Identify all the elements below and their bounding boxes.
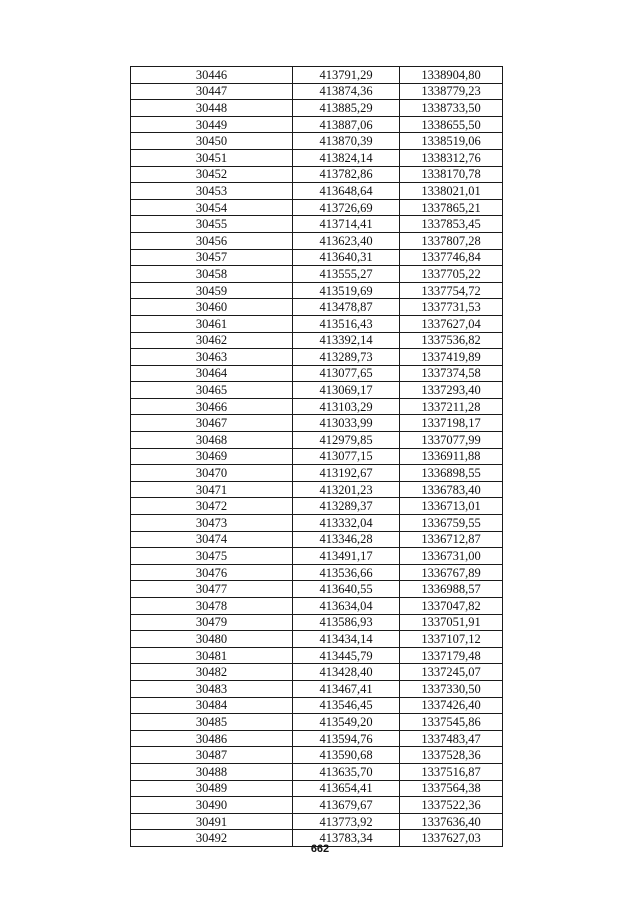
y-coordinate-cell: 1337047,82 — [400, 598, 503, 615]
table-row — [131, 149, 503, 166]
point-number-cell: 30488 — [131, 763, 293, 780]
table-row — [131, 100, 503, 117]
point-number-cell: 30447 — [131, 83, 293, 100]
table-row — [131, 614, 503, 631]
y-coordinate-cell: 1338312,76 — [400, 149, 503, 166]
table-row — [131, 83, 503, 100]
y-coordinate-cell: 1337731,53 — [400, 299, 503, 316]
point-number-cell: 30462 — [131, 332, 293, 349]
point-number-cell: 30472 — [131, 498, 293, 515]
table-row — [131, 564, 503, 581]
x-coordinate-cell: 413069,17 — [293, 382, 400, 399]
y-coordinate-cell: 1337853,45 — [400, 216, 503, 233]
y-coordinate-cell: 1337374,58 — [400, 365, 503, 382]
y-coordinate-cell: 1337705,22 — [400, 266, 503, 283]
x-coordinate-cell: 413546,45 — [293, 697, 400, 714]
point-number-cell: 30467 — [131, 415, 293, 432]
point-number-cell: 30471 — [131, 481, 293, 498]
coordinates-table — [130, 66, 503, 847]
x-coordinate-cell: 413192,67 — [293, 465, 400, 482]
point-number-cell: 30481 — [131, 647, 293, 664]
point-number-cell: 30449 — [131, 116, 293, 133]
table-row — [131, 581, 503, 598]
point-number-cell: 30450 — [131, 133, 293, 150]
x-coordinate-cell: 413726,69 — [293, 199, 400, 216]
point-number-cell: 30458 — [131, 266, 293, 283]
point-number-cell: 30483 — [131, 680, 293, 697]
x-coordinate-cell: 413654,41 — [293, 780, 400, 797]
table-row — [131, 448, 503, 465]
y-coordinate-cell: 1337522,36 — [400, 797, 503, 814]
table-row — [131, 647, 503, 664]
table-row — [131, 365, 503, 382]
point-number-cell: 30487 — [131, 747, 293, 764]
x-coordinate-cell: 413332,04 — [293, 515, 400, 532]
x-coordinate-cell: 413586,93 — [293, 614, 400, 631]
y-coordinate-cell: 1337516,87 — [400, 763, 503, 780]
y-coordinate-cell: 1336713,01 — [400, 498, 503, 515]
point-number-cell: 30457 — [131, 249, 293, 266]
y-coordinate-cell: 1338655,50 — [400, 116, 503, 133]
y-coordinate-cell: 1337179,48 — [400, 647, 503, 664]
point-number-cell: 30464 — [131, 365, 293, 382]
point-number-cell: 30446 — [131, 67, 293, 84]
point-number-cell: 30470 — [131, 465, 293, 482]
x-coordinate-cell: 413594,76 — [293, 730, 400, 747]
table-row — [131, 680, 503, 697]
point-number-cell: 30484 — [131, 697, 293, 714]
table-row — [131, 432, 503, 449]
table-row — [131, 199, 503, 216]
x-coordinate-cell: 413714,41 — [293, 216, 400, 233]
table-row — [131, 465, 503, 482]
x-coordinate-cell: 412979,85 — [293, 432, 400, 449]
x-coordinate-cell: 413783,34 — [293, 830, 400, 847]
y-coordinate-cell: 1337754,72 — [400, 282, 503, 299]
x-coordinate-cell: 413870,39 — [293, 133, 400, 150]
point-number-cell: 30454 — [131, 199, 293, 216]
x-coordinate-cell: 413648,64 — [293, 183, 400, 200]
y-coordinate-cell: 1337627,03 — [400, 830, 503, 847]
point-number-cell: 30473 — [131, 515, 293, 532]
y-coordinate-cell: 1336767,89 — [400, 564, 503, 581]
y-coordinate-cell: 1337293,40 — [400, 382, 503, 399]
table-row — [131, 183, 503, 200]
table-row — [131, 232, 503, 249]
y-coordinate-cell: 1337528,36 — [400, 747, 503, 764]
x-coordinate-cell: 413555,27 — [293, 266, 400, 283]
point-number-cell: 30482 — [131, 664, 293, 681]
x-coordinate-cell: 413549,20 — [293, 714, 400, 731]
y-coordinate-cell: 1338021,01 — [400, 183, 503, 200]
table-row — [131, 349, 503, 366]
y-coordinate-cell: 1338779,23 — [400, 83, 503, 100]
y-coordinate-cell: 1337245,07 — [400, 664, 503, 681]
coordinates-table-body — [131, 67, 503, 847]
table-row — [131, 548, 503, 565]
y-coordinate-cell: 1337198,17 — [400, 415, 503, 432]
x-coordinate-cell: 413887,06 — [293, 116, 400, 133]
point-number-cell: 30461 — [131, 315, 293, 332]
table-row — [131, 763, 503, 780]
point-number-cell: 30463 — [131, 349, 293, 366]
point-number-cell: 30489 — [131, 780, 293, 797]
y-coordinate-cell: 1337564,38 — [400, 780, 503, 797]
x-coordinate-cell: 413635,70 — [293, 763, 400, 780]
point-number-cell: 30468 — [131, 432, 293, 449]
x-coordinate-cell: 413445,79 — [293, 647, 400, 664]
point-number-cell: 30465 — [131, 382, 293, 399]
x-coordinate-cell: 413536,66 — [293, 564, 400, 581]
table-row — [131, 282, 503, 299]
point-number-cell: 30448 — [131, 100, 293, 117]
x-coordinate-cell: 413103,29 — [293, 398, 400, 415]
point-number-cell: 30453 — [131, 183, 293, 200]
table-row — [131, 598, 503, 615]
x-coordinate-cell: 413467,41 — [293, 680, 400, 697]
y-coordinate-cell: 1337545,86 — [400, 714, 503, 731]
point-number-cell: 30469 — [131, 448, 293, 465]
y-coordinate-cell: 1337536,82 — [400, 332, 503, 349]
table-row — [131, 116, 503, 133]
point-number-cell: 30477 — [131, 581, 293, 598]
y-coordinate-cell: 1337051,91 — [400, 614, 503, 631]
point-number-cell: 30475 — [131, 548, 293, 565]
y-coordinate-cell: 1338519,06 — [400, 133, 503, 150]
x-coordinate-cell: 413346,28 — [293, 531, 400, 548]
y-coordinate-cell: 1337077,99 — [400, 432, 503, 449]
x-coordinate-cell: 413640,31 — [293, 249, 400, 266]
x-coordinate-cell: 413679,67 — [293, 797, 400, 814]
x-coordinate-cell: 413289,73 — [293, 349, 400, 366]
x-coordinate-cell: 413634,04 — [293, 598, 400, 615]
y-coordinate-cell: 1337807,28 — [400, 232, 503, 249]
table-row — [131, 515, 503, 532]
page-number: 662 — [310, 843, 330, 855]
x-coordinate-cell: 413791,29 — [293, 67, 400, 84]
x-coordinate-cell: 413428,40 — [293, 664, 400, 681]
x-coordinate-cell: 413640,55 — [293, 581, 400, 598]
table-row — [131, 382, 503, 399]
table-row — [131, 797, 503, 814]
table-row — [131, 714, 503, 731]
x-coordinate-cell: 413516,43 — [293, 315, 400, 332]
point-number-cell: 30451 — [131, 149, 293, 166]
table-row — [131, 266, 503, 283]
x-coordinate-cell: 413519,69 — [293, 282, 400, 299]
x-coordinate-cell: 413824,14 — [293, 149, 400, 166]
point-number-cell: 30452 — [131, 166, 293, 183]
x-coordinate-cell: 413623,40 — [293, 232, 400, 249]
point-number-cell: 30479 — [131, 614, 293, 631]
y-coordinate-cell: 1337426,40 — [400, 697, 503, 714]
table-row — [131, 415, 503, 432]
x-coordinate-cell: 413033,99 — [293, 415, 400, 432]
point-number-cell: 30492 — [131, 830, 293, 847]
x-coordinate-cell: 413201,23 — [293, 481, 400, 498]
point-number-cell: 30466 — [131, 398, 293, 415]
table-row — [131, 498, 503, 515]
point-number-cell: 30474 — [131, 531, 293, 548]
y-coordinate-cell: 1336911,88 — [400, 448, 503, 465]
y-coordinate-cell: 1336783,40 — [400, 481, 503, 498]
point-number-cell: 30476 — [131, 564, 293, 581]
table-row — [131, 697, 503, 714]
y-coordinate-cell: 1337330,50 — [400, 680, 503, 697]
table-row — [131, 730, 503, 747]
x-coordinate-cell: 413289,37 — [293, 498, 400, 515]
y-coordinate-cell: 1337107,12 — [400, 631, 503, 648]
point-number-cell: 30486 — [131, 730, 293, 747]
point-number-cell: 30459 — [131, 282, 293, 299]
y-coordinate-cell: 1337483,47 — [400, 730, 503, 747]
table-row — [131, 398, 503, 415]
table-row — [131, 631, 503, 648]
table-row — [131, 67, 503, 84]
x-coordinate-cell: 413077,65 — [293, 365, 400, 382]
point-number-cell: 30478 — [131, 598, 293, 615]
table-row — [131, 747, 503, 764]
table-row — [131, 133, 503, 150]
y-coordinate-cell: 1338170,78 — [400, 166, 503, 183]
point-number-cell: 30480 — [131, 631, 293, 648]
y-coordinate-cell: 1337419,89 — [400, 349, 503, 366]
y-coordinate-cell: 1337865,21 — [400, 199, 503, 216]
x-coordinate-cell: 413077,15 — [293, 448, 400, 465]
y-coordinate-cell: 1338904,80 — [400, 67, 503, 84]
table-row — [131, 249, 503, 266]
point-number-cell: 30460 — [131, 299, 293, 316]
point-number-cell: 30491 — [131, 813, 293, 830]
x-coordinate-cell: 413478,87 — [293, 299, 400, 316]
y-coordinate-cell: 1336988,57 — [400, 581, 503, 598]
table-row — [131, 531, 503, 548]
point-number-cell: 30490 — [131, 797, 293, 814]
table-row — [131, 299, 503, 316]
point-number-cell: 30485 — [131, 714, 293, 731]
table-row — [131, 332, 503, 349]
y-coordinate-cell: 1337627,04 — [400, 315, 503, 332]
table-row — [131, 166, 503, 183]
point-number-cell: 30455 — [131, 216, 293, 233]
x-coordinate-cell: 413874,36 — [293, 83, 400, 100]
point-number-cell: 30456 — [131, 232, 293, 249]
table-row — [131, 780, 503, 797]
y-coordinate-cell: 1336898,55 — [400, 465, 503, 482]
table-row — [131, 813, 503, 830]
x-coordinate-cell: 413773,92 — [293, 813, 400, 830]
x-coordinate-cell: 413434,14 — [293, 631, 400, 648]
x-coordinate-cell: 413885,29 — [293, 100, 400, 117]
y-coordinate-cell: 1336712,87 — [400, 531, 503, 548]
table-row — [131, 481, 503, 498]
x-coordinate-cell: 413392,14 — [293, 332, 400, 349]
table-row — [131, 664, 503, 681]
table-row — [131, 315, 503, 332]
y-coordinate-cell: 1336759,55 — [400, 515, 503, 532]
x-coordinate-cell: 413782,86 — [293, 166, 400, 183]
x-coordinate-cell: 413590,68 — [293, 747, 400, 764]
y-coordinate-cell: 1337636,40 — [400, 813, 503, 830]
y-coordinate-cell: 1337211,28 — [400, 398, 503, 415]
y-coordinate-cell: 1338733,50 — [400, 100, 503, 117]
y-coordinate-cell: 1337746,84 — [400, 249, 503, 266]
y-coordinate-cell: 1336731,00 — [400, 548, 503, 565]
table-row — [131, 216, 503, 233]
x-coordinate-cell: 413491,17 — [293, 548, 400, 565]
